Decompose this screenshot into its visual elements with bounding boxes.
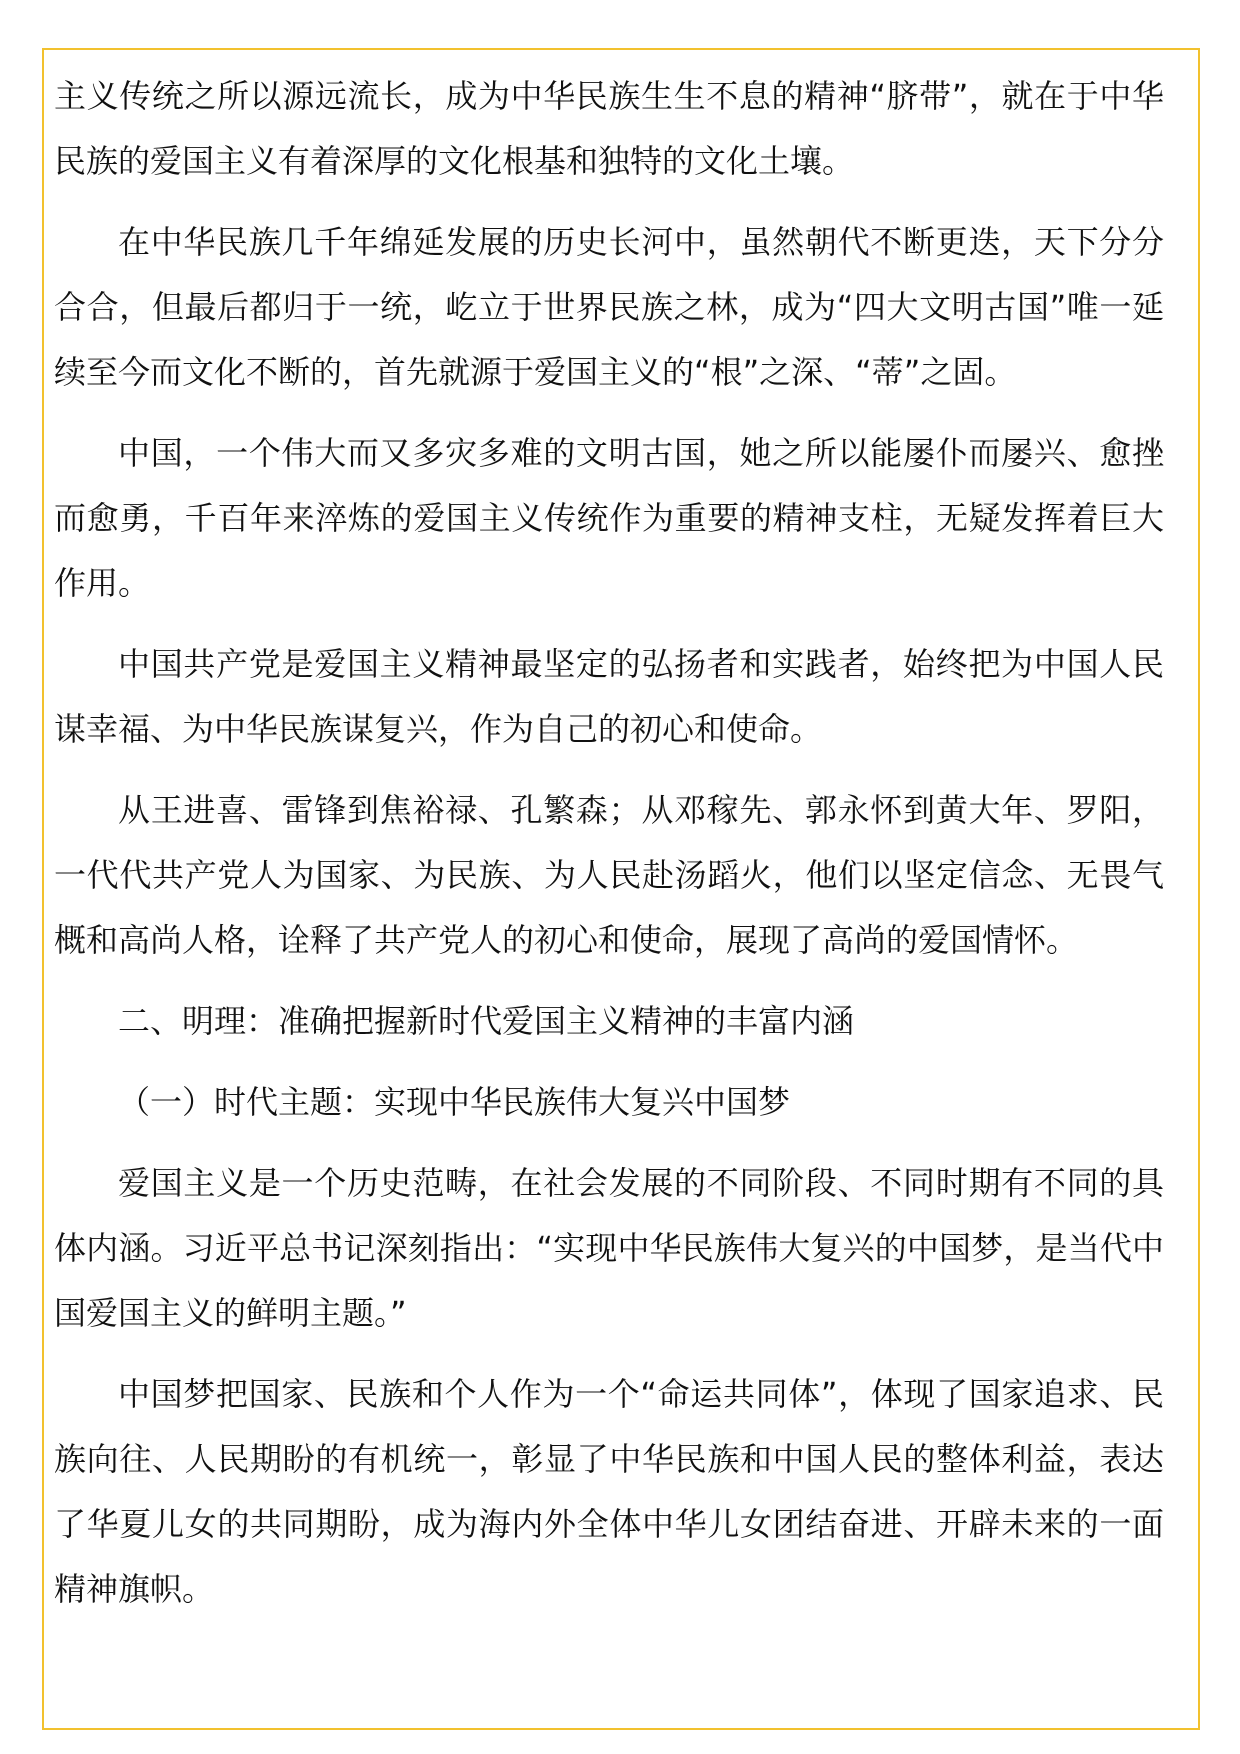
section-heading: 二、明理：准确把握新时代爱国主义精神的丰富内涵: [118, 1002, 855, 1040]
subsection-heading: （一）时代主题：实现中华民族伟大复兴中国梦: [118, 1083, 791, 1121]
document-body: [54, 64, 1164, 1638]
paragraph-continuation: 主义传统之所以源远流长，成为中华民族生生不息的精神“脐带”，就在于中华民族的爱国主义有着深厚的文化根基和独特的文化土壤。: [54, 77, 1164, 180]
paragraph: 中国梦把国家、民族和个人作为一个“命运共同体”，体现了国家追求、民族向往、人民期盼的有机统一，彰显了中华民族和中国人民的整体利益，表达了华夏儿女的共同期盼，成为海内外全体中华儿女团结奋进、开辟未来的一面精神旗帜。: [54, 1375, 1164, 1608]
paragraph: 在中华民族几千年绵延发展的历史长河中，虽然朝代不断更迭，天下分分合合，但最后都归于一统，屹立于世界民族之林，成为“四大文明古国”唯一延续至今而文化不断的，首先就源于爱国主义的“根”之深、“蒂”之固。: [54, 223, 1164, 391]
paragraph: 从王进喜、雷锋到焦裕禄、孔繁森；从邓稼先、郭永怀到黄大年、罗阳，一代代共产党人为国家、为民族、为人民赴汤蹈火，他们以坚定信念、无畏气概和高尚人格，诠释了共产党人的初心和使命，展现了高尚的爱国情怀。: [54, 791, 1164, 959]
paragraph: 中国，一个伟大而又多灾多难的文明古国，她之所以能屡仆而屡兴、愈挫而愈勇，千百年来淬炼的爱国主义传统作为重要的精神支柱，无疑发挥着巨大作用。: [54, 434, 1164, 602]
paragraph: 爱国主义是一个历史范畴，在社会发展的不同阶段、不同时期有不同的具体内涵。习近平总书记深刻指出：“实现中华民族伟大复兴的中国梦，是当代中国爱国主义的鲜明主题。”: [54, 1164, 1164, 1332]
paragraph: 中国共产党是爱国主义精神最坚定的弘扬者和实践者，始终把为中国人民谋幸福、为中华民族谋复兴，作为自己的初心和使命。: [54, 645, 1164, 748]
page-frame: [42, 48, 1200, 1730]
